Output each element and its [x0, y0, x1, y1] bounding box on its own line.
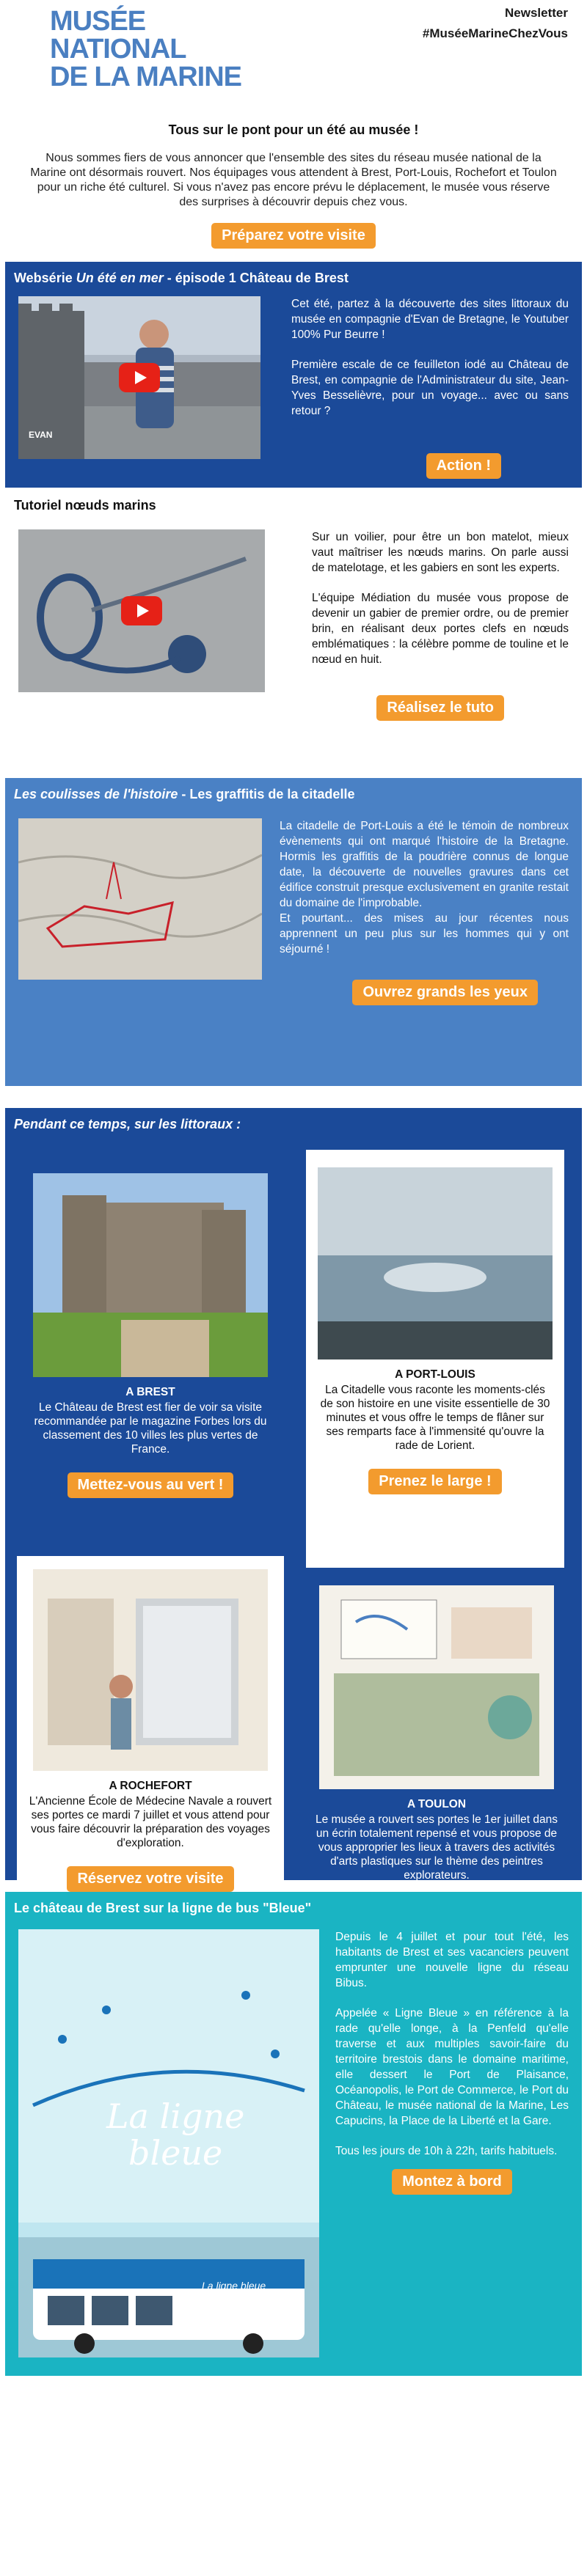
section-title: Le château de Brest sur la ligne de bus "Bleue" [14, 1901, 312, 1915]
go-green-button[interactable]: Mettez-vous au vert ! [68, 1472, 234, 1498]
card-title: A TOULON [406, 1798, 467, 1810]
paragraph: Première escale de ce feuilleton iodé au Château de Brest, en compagnie de l'Administrateur du site, Jean-Yves Besselièvre, pour un voyage... avec ou sans retour ? [291, 359, 569, 417]
card-title: A ROCHEFORT [109, 1780, 192, 1792]
paragraph: Et pourtant... des mises au jour récentes nous apprennent un peu plus sur les hommes qui y ont séjourné ! [280, 912, 569, 955]
section-title: Websérie Un été en mer - épisode 1 Château de Brest [14, 271, 349, 285]
section-title: Les coulisses de l'histoire - Les graffitis de la citadelle [14, 787, 355, 801]
paragraph: La citadelle de Port-Louis a été le témoin de nombreux évènements qui ont marqué l'histoire de la Bretagne. Hormis les graffitis de la poudrière connus de longue date, la découverte de nouvelles gravures dans cet édifice construit presque exclusivement en granite restait du domaine de l'improbable. [280, 820, 569, 909]
card-toulon [303, 1572, 570, 1937]
video-thumbnail[interactable] [18, 529, 265, 692]
history-section [5, 778, 582, 1086]
open-eyes-button[interactable]: Ouvrez grands les yeux [352, 980, 538, 1005]
section-title: Tutoriel nœuds marins [14, 498, 156, 513]
paragraph: Sur un voilier, pour être un bon matelot, mieux vaut maîtriser les nœuds marins. On parle aussi de matelotage, et les gabiers en sont les experts. [312, 531, 569, 574]
card-description: L'Ancienne École de Médecine Navale a rouvert ses portes ce mardi 7 juillet et vous attend pour vous faire découvrir la préparation des voyages d'exploration. [29, 1795, 272, 1849]
card-description: Le musée a rouvert ses portes le 1er juillet dans un écrin totalement repensé et vous propose de vous approprier les lieux à travers des activités d'arts plastiques sur le thème des peintres explorateurs. [316, 1813, 558, 1882]
tutorial-text [265, 529, 569, 692]
bus-section [5, 1892, 582, 2376]
card-title: A PORT-LOUIS [395, 1368, 475, 1381]
poster-title: La ligne bleue [106, 2096, 245, 2173]
card-port-louis [306, 1150, 564, 1568]
intro [0, 122, 587, 249]
wall-graffiti-image [18, 818, 262, 980]
video-caption: EVAN [29, 430, 53, 440]
hashtag-label: #MuséeMarineChezVous [422, 26, 568, 40]
card-description: Le Château de Brest est fier de voir sa visite recommandée par le magazine Forbes lors du classement des 10 villes les plus vertes de France. [34, 1401, 267, 1456]
section-title: Pendant ce temps, sur les littoraux : [14, 1117, 241, 1131]
bus-line-poster [18, 1929, 319, 2357]
bus-sign: La ligne bleue [202, 2280, 266, 2291]
logo-line: DE LA MARINE [50, 62, 242, 92]
play-icon[interactable] [119, 363, 160, 392]
paragraph: Cet été, partez à la découverte des sites littoraux du musée en compagnie d'Evan de Bretagne, le Youtuber 100% Pur Beurre ! [291, 298, 569, 341]
coasts-section [5, 1108, 582, 1887]
brest-image [33, 1173, 268, 1377]
logo-line: NATIONAL [50, 34, 186, 65]
paragraph: Depuis le 4 juillet et pour tout l'été, les habitants de Brest et ses vacanciers peuvent emprunter une nouvelle ligne du réseau Bibus. [335, 1931, 569, 1989]
do-tutorial-button[interactable]: Réalisez le tuto [376, 695, 504, 721]
museum-logo[interactable] [50, 7, 241, 91]
logo-line: MUSÉE [50, 6, 146, 37]
webserie-text [260, 296, 569, 459]
paragraph: Tous les jours de 10h à 22h, tarifs habituels. [335, 2145, 558, 2157]
webserie-section [5, 262, 582, 488]
rochefort-image [33, 1569, 268, 1771]
action-button[interactable]: Action ! [426, 453, 501, 479]
intro-title: Tous sur le pont pour un été au musée ! [168, 122, 419, 137]
card-brest [17, 1160, 284, 1568]
card-title: A BREST [125, 1386, 175, 1398]
port-louis-image [318, 1167, 553, 1359]
header [0, 0, 587, 128]
video-thumbnail[interactable] [18, 296, 260, 459]
bus-text [319, 1929, 569, 2357]
newsletter-header [423, 3, 568, 44]
graffiti-image [18, 818, 262, 980]
card-description: La Citadelle vous raconte les moments-clés de son histoire en une visite essentielle de 30 minutes et vous offre le temps de flâner sur ses remparts face à l'immensité qu'ouvre la rade de Lorient. [320, 1384, 550, 1452]
history-text [262, 818, 569, 980]
prepare-visit-button[interactable]: Préparez votre visite [211, 223, 376, 249]
paragraph: L'équipe Médiation du musée vous propose de devenir un gabier de premier ordre, ou de premier brin, en réalisant deux portes clefs en nœuds emblématiques : la célèbre pomme de touline et le nœud en huit. [312, 592, 569, 666]
newsletter-label: Newsletter [505, 6, 568, 20]
take-off-button[interactable]: Prenez le large ! [368, 1469, 501, 1494]
tutorial-section [5, 488, 582, 778]
book-visit-button[interactable]: Réservez votre visite [67, 1866, 233, 1892]
play-icon[interactable] [121, 596, 162, 625]
paragraph: Appelée « Ligne Bleue » en référence à la rade qu'elle longe, à la Penfeld qu'elle traverse et aux multiples savoir-faire du territoire brestois dans le domaine maritime, elle dessert le Port de Plaisance, Océanopolis, le Port de Commerce, le Port du Château, le musée national de la Marine, Les Capucins, la Place de la Liberté et la Gare. [335, 2007, 569, 2127]
toulon-image [319, 1585, 554, 1789]
intro-body: Nous sommes fiers de vous annoncer que l'ensemble des sites du réseau musée national de la Marine ont désormais rouvert. Nos équipages vous attendent à Brest, Port-Louis, Rochefort et Toulon pour un riche été culturel. Si vous n'avez pas encore prévu le déplacement, le musée vous réserve des surprises à découvrir depuis chez vous. [30, 152, 557, 208]
card-rochefort [17, 1556, 284, 1937]
board-button[interactable]: Montez à bord [392, 2169, 512, 2195]
